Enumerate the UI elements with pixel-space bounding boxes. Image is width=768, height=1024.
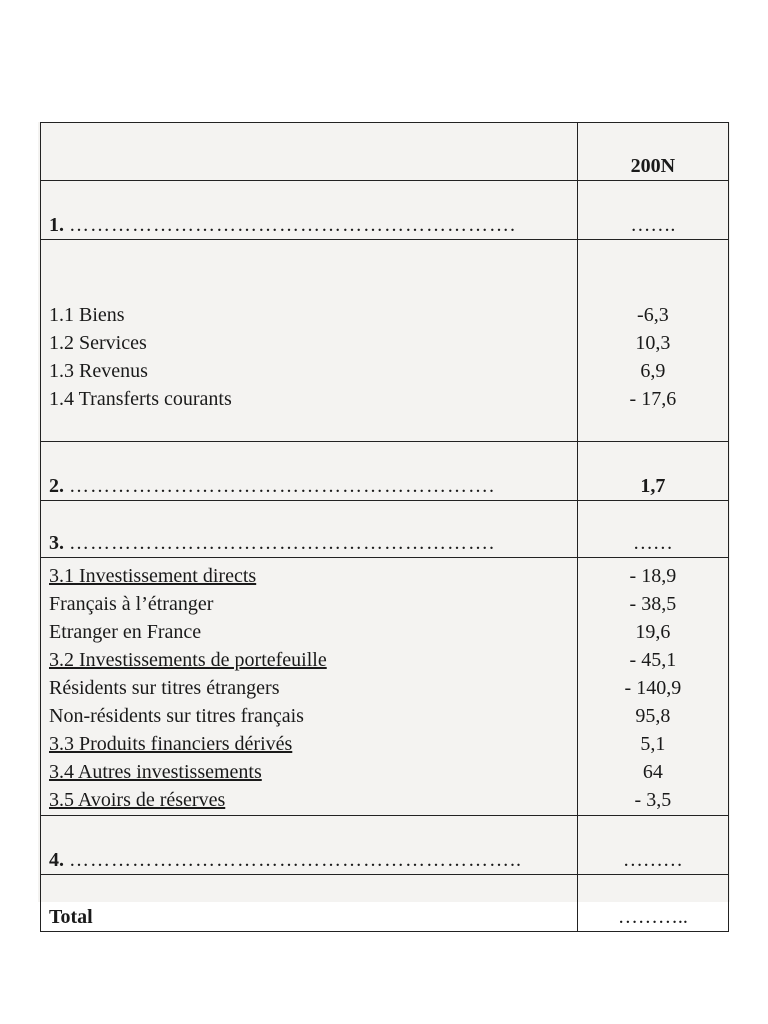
item-1-1-label: 1.1 Biens: [49, 304, 125, 326]
section-1-value: …….: [577, 181, 728, 240]
section-3-row: [41, 501, 729, 558]
header-label-cell: [41, 123, 578, 181]
section-3-items-values: [577, 558, 728, 816]
item-3-5-label: 3.5 Avoirs de réserves: [49, 789, 226, 811]
item-3-2-label: 3.2 Investissements de portefeuille: [49, 649, 327, 671]
section-1-number: 1.: [49, 214, 64, 236]
total-value: ………..: [577, 875, 728, 932]
item-1-3-label: 1.3 Revenus: [49, 360, 148, 382]
item-3-3-value: 5,1: [640, 733, 666, 755]
total-row: [41, 875, 729, 932]
section-3-items-row: [41, 558, 729, 816]
section-2-number: 2.: [49, 475, 64, 497]
item-3-5-value: - 3,5: [634, 789, 672, 811]
section-2-row: [41, 442, 729, 501]
item-1-1-value: -6,3: [637, 304, 669, 326]
section-2-label: [41, 442, 578, 501]
item-3-2-value: - 45,1: [629, 649, 677, 671]
section-2-dots: …………………………………………………….: [69, 475, 495, 497]
item-3-4-value: 64: [642, 761, 663, 783]
section-3-items-labels: [41, 558, 578, 816]
section-1-row: [41, 181, 729, 240]
section-3-number: 3.: [49, 532, 64, 554]
item-1-4-label: 1.4 Transferts courants: [49, 388, 232, 410]
section-4-row: [41, 816, 729, 875]
item-1-2-label: 1.2 Services: [49, 332, 147, 354]
section-3-label: [41, 501, 578, 558]
section-1-items-row: [41, 240, 729, 442]
section-4-number: 4.: [49, 849, 64, 871]
item-3-2b-value: 95,8: [635, 705, 671, 727]
item-1-3-value: 6,9: [640, 360, 666, 382]
section-1-dots: ……………………………………………………….: [69, 214, 516, 236]
section-2-value: 1,7: [577, 442, 728, 501]
item-3-2a-label: Résidents sur titres étrangers: [49, 677, 280, 699]
item-3-4-label: 3.4 Autres investissements: [49, 761, 262, 783]
section-4-dots: ………………………………………………………..: [69, 849, 522, 871]
item-3-1b-label: Etranger en France: [49, 621, 202, 643]
item-3-1a-value: - 38,5: [629, 593, 677, 615]
section-4-value: ………: [577, 816, 728, 875]
table-header-row: [41, 123, 729, 181]
section-1-label: [41, 181, 578, 240]
section-3-dots: …………………………………………………….: [69, 532, 495, 554]
item-3-1a-label: Français à l’étranger: [49, 593, 214, 615]
item-3-2a-value: - 140,9: [624, 677, 682, 699]
section-3-value: ……: [577, 501, 728, 558]
item-3-3-label: 3.3 Produits financiers dérivés: [49, 733, 293, 755]
item-3-2b-label: Non-résidents sur titres français: [49, 705, 304, 727]
item-3-1-label: 3.1 Investissement directs: [49, 565, 257, 587]
total-label: Total: [41, 875, 578, 932]
column-header: 200N: [577, 123, 728, 181]
section-4-label: [41, 816, 578, 875]
item-1-4-value: - 17,6: [629, 388, 677, 410]
balance-table: [40, 122, 729, 932]
item-3-1b-value: 19,6: [635, 621, 671, 643]
item-3-1-value: - 18,9: [629, 565, 677, 587]
section-1-items-labels: [41, 240, 578, 442]
item-1-2-value: 10,3: [635, 332, 671, 354]
section-1-items-values: [577, 240, 728, 442]
